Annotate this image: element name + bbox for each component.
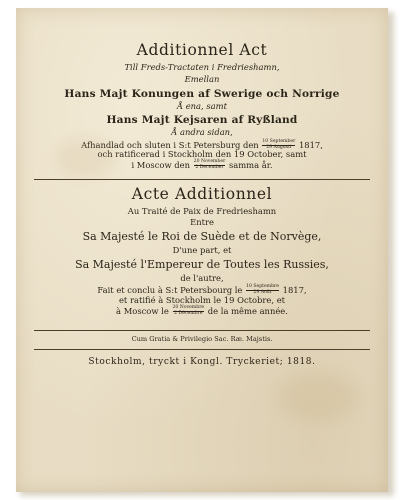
french-line-king: Sa Majesté le Roi de Suède et de Norvège, [82, 229, 322, 243]
swedish-moscow-fraction [194, 160, 226, 171]
swedish-line-one-side: Å ena, samt [177, 101, 227, 112]
section-divider [34, 179, 370, 180]
french-line-between: Entre [190, 217, 214, 228]
french-moscow-post: de la même année. [207, 305, 288, 316]
fraction-top: 10 September [262, 138, 296, 144]
swedish-concluded-year: 1817, [298, 139, 323, 150]
fraction-bottom: 2 Décembre [174, 310, 203, 316]
swedish-concluded-text: Afhandlad och sluten i S:t Petersburg den [81, 139, 259, 150]
swedish-title: Additionnel Act [136, 41, 268, 59]
swedish-moscow-text: i Moscow den [131, 159, 190, 170]
fraction-top: 20 November [193, 159, 226, 165]
paper-stain [56, 138, 116, 178]
french-title: Acte Additionnel [131, 184, 273, 203]
fraction-bottom: 2 December [195, 164, 224, 170]
french-line-one-part: D'une part, et [172, 245, 232, 256]
french-line-moscow [38, 306, 366, 317]
fraction-bottom: 29 Août [253, 290, 272, 296]
fraction-bottom: 29 Augusti [266, 144, 292, 150]
swedish-line-ratified: och ratificerad i Stockholm den 19 October, samt [97, 149, 307, 160]
document-page [16, 8, 388, 492]
swedish-line-emperor: Hans Majt Kejsaren af Ryßland [106, 113, 298, 126]
swedish-line-king: Hans Majt Konungen af Swerige och Norrige [64, 88, 340, 101]
fraction-top: 10 Septembre [246, 284, 279, 290]
french-line-other: de l'autre, [180, 272, 224, 283]
french-moscow-fraction [173, 306, 205, 317]
french-concluded-text: Fait et conclu à S:t Petersbourg le [97, 285, 243, 296]
privilege-line: Cum Gratia & Privilegio Sac. Ræ. Majstis. [131, 335, 273, 344]
french-line-treaty: Au Traité de Paix de Fredrieshamn [127, 205, 277, 216]
swedish-moscow-post: samma år. [228, 159, 273, 170]
footer-divider-top [34, 330, 370, 331]
fraction-top: 20 Novembre [172, 304, 205, 310]
french-line-emperor: Sa Majesté l'Empereur de Toutes les Russies, [75, 258, 329, 272]
swedish-line-other-side: Å andra sidan, [171, 127, 233, 138]
french-concluded-year: 1817, [282, 285, 307, 296]
footer-divider-bottom [34, 349, 370, 350]
french-line-ratified: et ratifié à Stockholm le 19 Octobre, et [118, 295, 286, 306]
imprint-line: Stockholm, tryckt i Kongl. Tryckeriet; 1818. [88, 356, 316, 367]
french-moscow-text: à Moscow le [116, 305, 169, 316]
swedish-line-treaty: Till Freds-Tractaten i Fredrieshamn, [124, 61, 280, 72]
swedish-line-between: Emellan [184, 74, 220, 85]
paper-stain [278, 372, 358, 422]
